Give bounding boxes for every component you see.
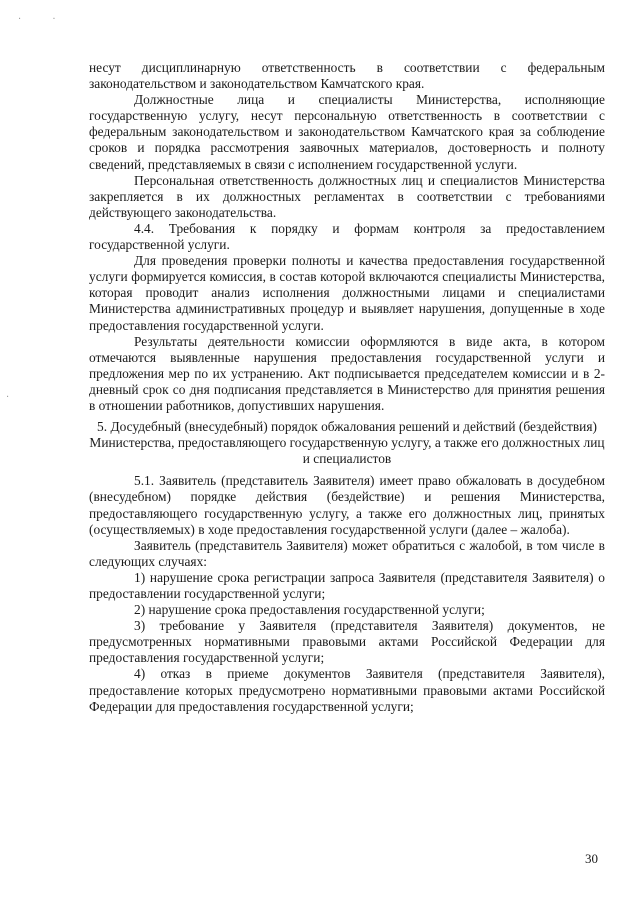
- paragraph-commission: Для проведения проверки полноты и качества предоставления государственной услуги формируется комиссия, в состав которой включаются специалисты Министерства, которая проводит анализ исполнения должностными лицами и специалистами Министерства административных процедур и выявляет нарушения, допущенные в ходе предоставления государственной услуги.: [89, 253, 605, 333]
- paragraph-section-4-4: 4.4. Требования к порядку и формам контроля за предоставлением государственной услуги.: [89, 220, 605, 253]
- scan-artifact-left: ·: [6, 392, 10, 403]
- list-item-2: 2) нарушение срока предоставления государственной услуги;: [134, 602, 485, 618]
- list-item-3: 3) требование у Заявителя (представителя Заявителя) документов, не предусмотренных нормативными правовыми актами Российской Федерации для предоставления государственной услуги;: [89, 618, 605, 666]
- paragraph-complaint-cases: Заявитель (представитель Заявителя) может обратиться с жалобой, в том числе в следующих случаях:: [89, 537, 605, 569]
- list-item-4: 4) отказ в приеме документов Заявителя (представителя Заявителя), предоставление которых предусмотрено нормативными правовыми актами Российской Федерации для предоставления государственной услуги;: [89, 666, 605, 714]
- paragraph-officials-responsibility: Должностные лица и специалисты Министерства, исполняющие государственную услугу, несут персональную ответственность в соответствии с федеральным законодательством и законодательством Камчатского края за соблюдение сроков и порядка рассмотрения заявочных материалов, достоверность и полноту сведений, представляемых в связи с исполнением государственной услуги.: [89, 92, 605, 172]
- paragraph-commission-results: Результаты деятельности комиссии оформляются в виде акта, в котором отмечаются выявленные нарушения предоставления государственной услуги и предложения мер по их устранению. Акт подписывается председателем комиссии и в 2-дневный срок со дня подписания представляется в Министерство для принятия решения в отношении работников, допустивших нарушения.: [89, 333, 605, 413]
- document-body: [89, 60, 605, 715]
- paragraph-section-5-1: 5.1. Заявитель (представитель Заявителя) имеет право обжаловать в досудебном (внесудебном) порядке действия (бездействие) и решения Министерства, предоставляющего государственную услугу, а также его должностных лиц, принятых (осуществляемых) в ходе предоставления государственной услуги (далее – жалоба).: [89, 473, 605, 537]
- paragraph-responsibility-end: несут дисциплинарную ответственность в соответствии с федеральным законодательством и законодательством Камчатского края.: [89, 60, 605, 92]
- paragraph-personal-responsibility: Персональная ответственность должностных лиц и специалистов Министерства закрепляется в их должностных регламентах в соответствии с требованиями действующего законодательства.: [89, 172, 605, 220]
- list-item-1: 1) нарушение срока регистрации запроса Заявителя (представителя Заявителя) о предоставлении государственной услуги;: [89, 569, 605, 601]
- page-number: 30: [585, 851, 598, 866]
- section-5-heading: 5. Досудебный (внесудебный) порядок обжалования решений и действий (бездействия) Министерства, предоставляющего государственную услугу, а также его должностных лиц и специалистов: [89, 419, 605, 467]
- scan-artifact-top: · ·: [18, 14, 70, 25]
